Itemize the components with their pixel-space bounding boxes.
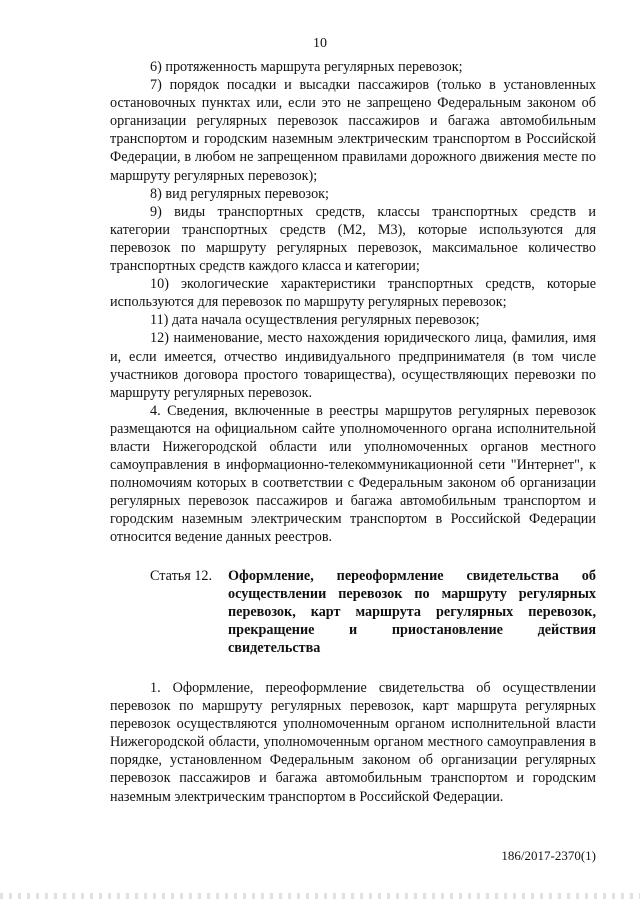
list-item-7: 7) порядок посадки и высадки пассажиров (только в установленных остановочных пунктах или, если это не запрещено Федеральным законом об организации регулярных перевозок пассажиров и багажа автомобильным транспортом и городским наземным электрическим транспортом в Российской Федерации, в любом не запрещенном правилами дорожного движения месте по маршруту регулярных перевозок); [110,77,596,184]
list-item-8: 8) вид регулярных перевозок; [150,185,329,202]
article-title: Оформление, переоформление свидетельства об осуществлении перевозок по маршруту регулярных перевозок, карт маршрута регулярных перевозок, прекращение и приостановление действия свидетельства [228,567,596,656]
section-4-paragraph: 4. Сведения, включенные в реестры маршрутов регулярных перевозок размещаются на официальном сайте уполномоченного органа исполнительной власти Нижегородской области или уполномоченных органов местного самоуправления в информационно-телекоммуникационной сети "Интернет", к полномочиям которых в соответствии с Федеральным законом об организации регулярных перевозок пассажиров и багажа автомобильным транспортом и городским наземным электрическим транспортом в Российской Федерации относится ведение данных реестров. [110,402,596,546]
list-item-11: 11) дата начала осуществления регулярных перевозок; [150,312,480,329]
article-paragraph-1: 1. Оформление, переоформление свидетельства об осуществлении перевозок по маршруту регулярных перевозок, карт маршрута регулярных перевозок осуществляются уполномоченным органом исполнительной власти Нижегородской области, уполномоченным органом местного самоуправления в порядке, установленном Федеральным законом об организации регулярных перевозок пассажиров и багажа автомобильным транспортом и городским наземным электрическим транспортом в Российской Федерации. [110,680,596,805]
list-item-6: 6) протяженность маршрута регулярных перевозок; [150,59,463,75]
list-item-9: 9) виды транспортных средств, классы транспортных средств и категории транспортных средств (М2, М3), которые используются для перевозок по маршруту регулярных перевозок, максимальное количество транспортных средств каждого класса и категории; [110,203,596,275]
article-label: Статья 12. [150,567,213,584]
page-number: 10 [313,36,327,51]
article-body [110,679,596,806]
document-code: 186/2017-2370(1) [501,848,596,863]
list-item-12: 12) наименование, место нахождения юридического лица, фамилия, имя и, если имеется, отчество индивидуального предпринимателя (в том числе участников договора простого товарищества), осуществляющих перевозки по маршруту регулярных перевозок. [110,330,596,401]
document-body [110,58,596,806]
scan-edge-artifact [0,893,640,899]
list-item-10: 10) экологические характеристики транспортных средств, которые используются для перевозок по маршруту регулярных перевозок; [110,276,596,311]
article-heading [110,567,596,657]
